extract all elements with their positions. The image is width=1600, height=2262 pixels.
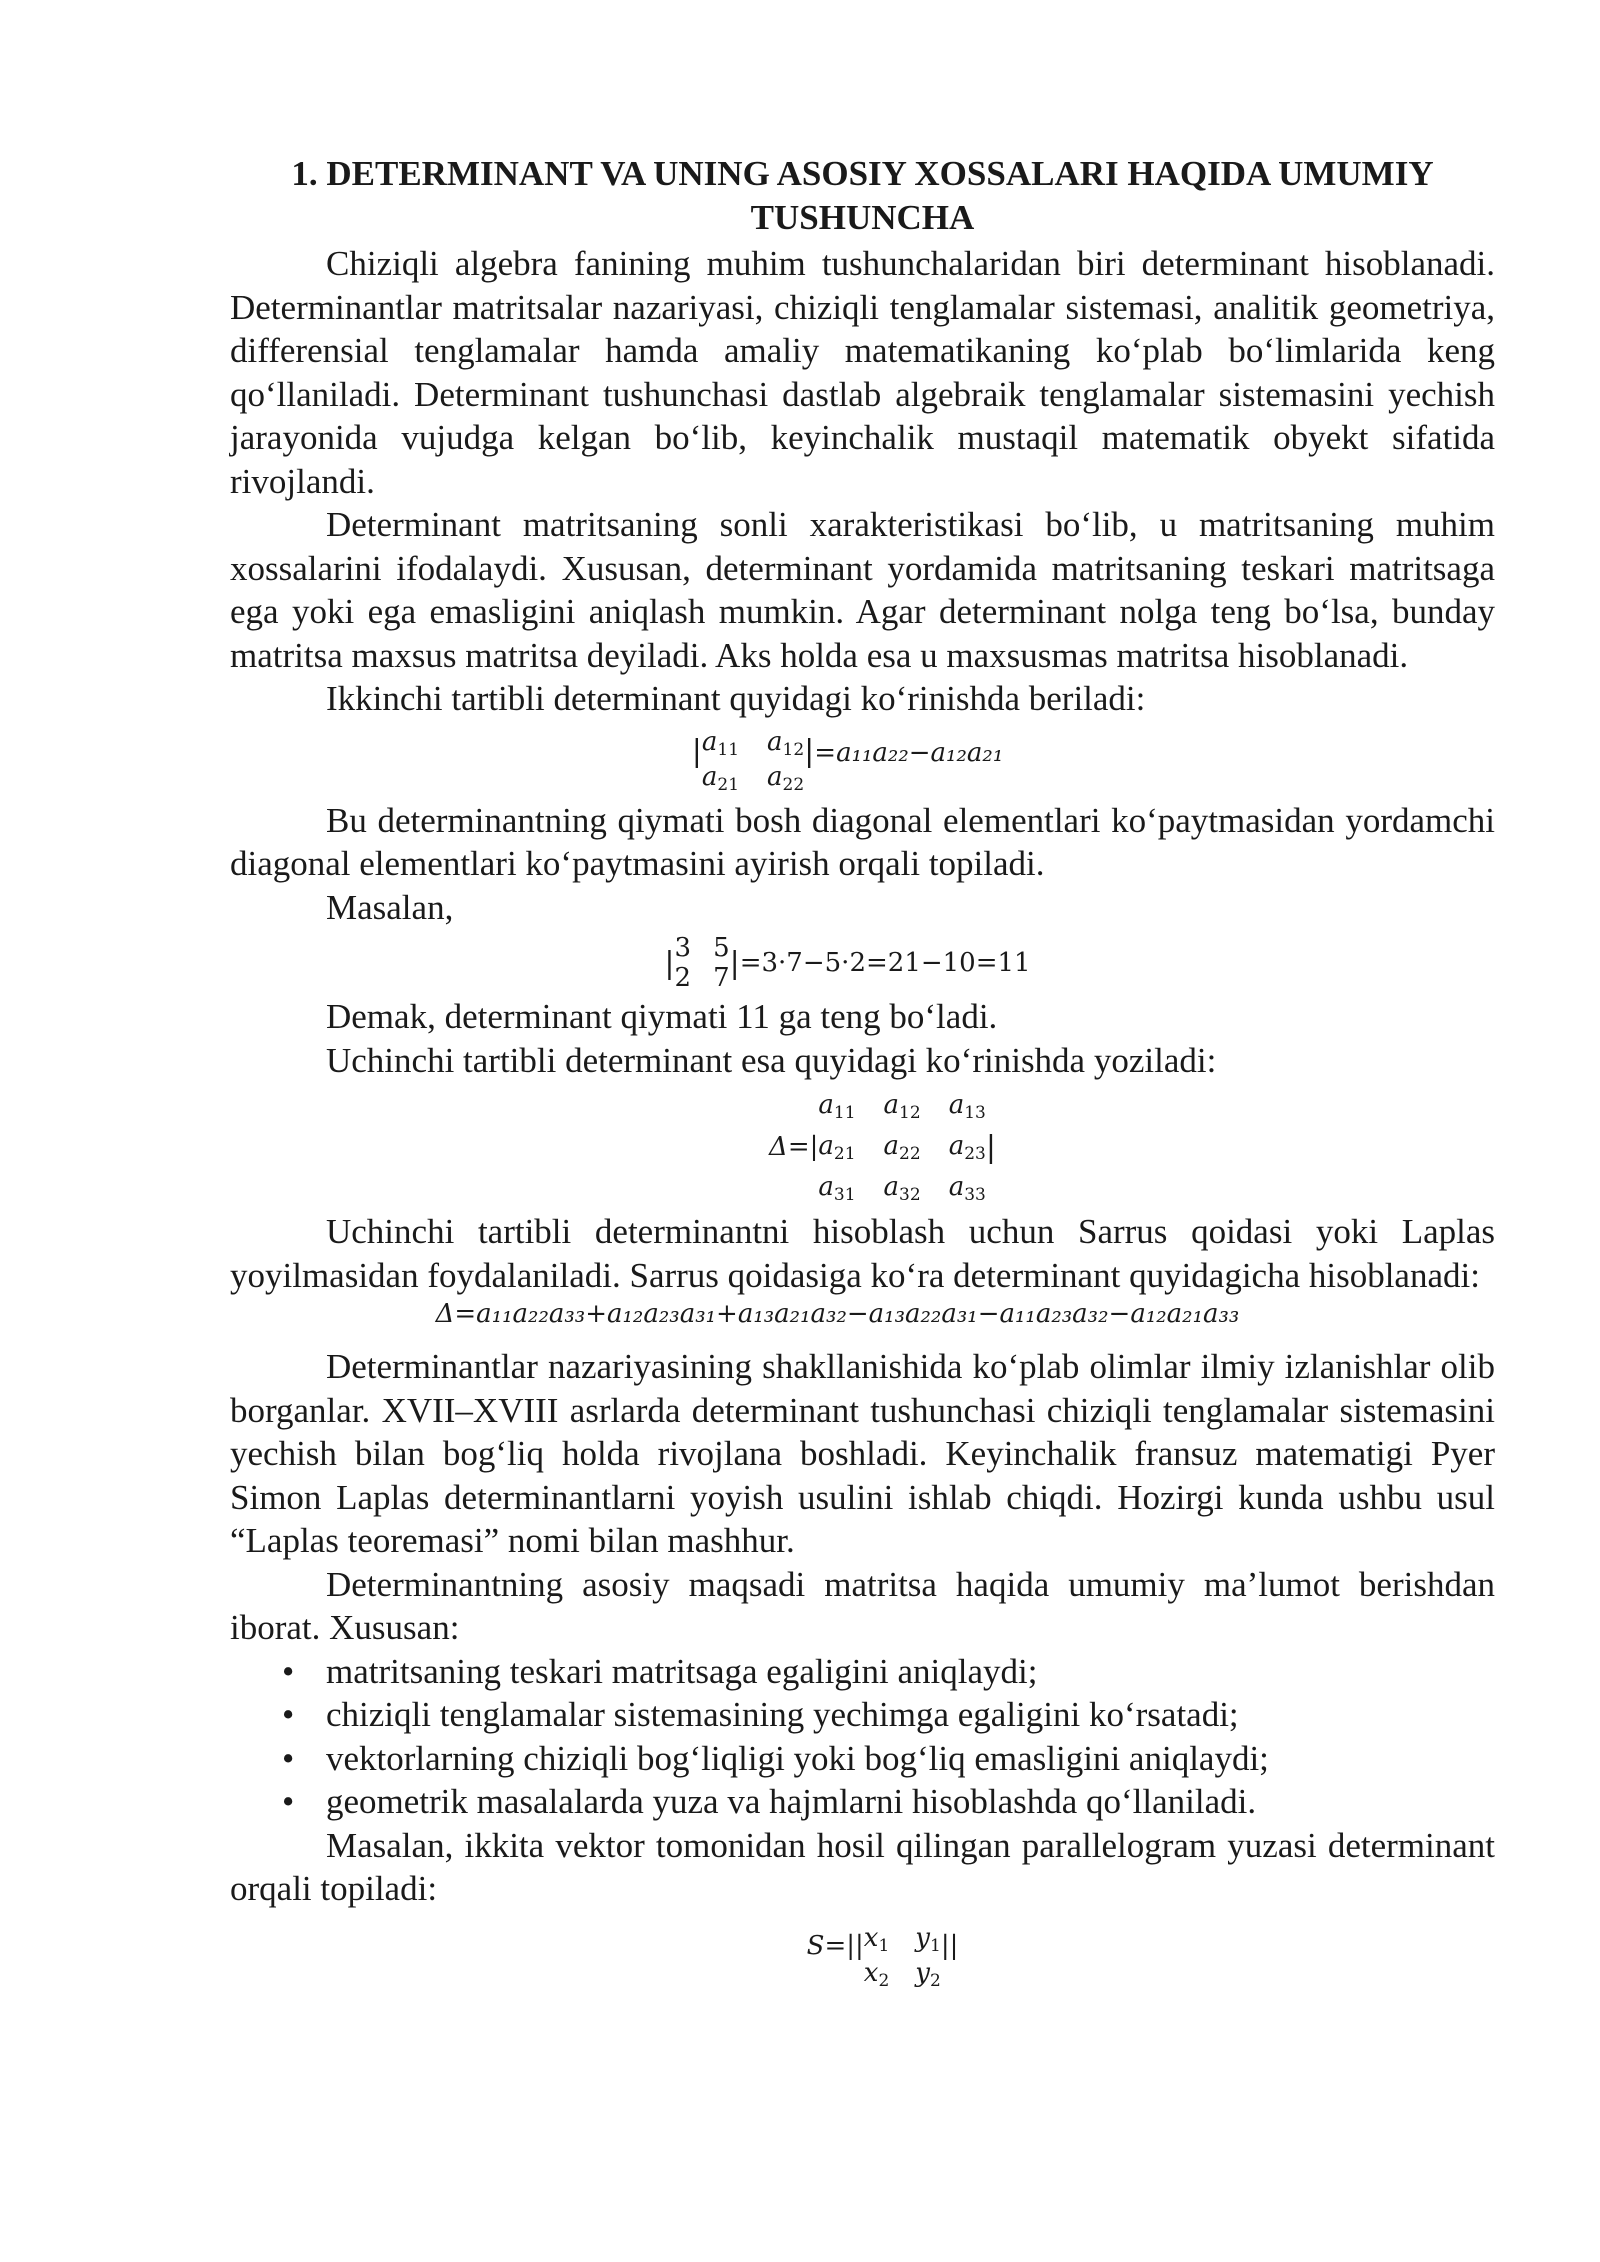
paragraph-definition: Determinant matritsaning sonli xarakteristikasi bo‘lib, u matritsaning muhim xossalarini ifodalaydi. Xususan, determinant yordamida matritsaning teskari matritsaga ega yoki ega emasligini aniqlash mumkin. Agar determinant nolga teng bo‘lsa, bunday matritsa maxsus matritsa deyiladi. Aks holda esa u maxsusmas matritsa hisoblanadi. (230, 505, 1495, 675)
matrix-2x2-symbolic (702, 727, 804, 795)
bullet-icon: • (282, 1695, 295, 1734)
bullet-icon: • (282, 1651, 295, 1691)
det-bar-left: | (664, 945, 675, 981)
matrix-cell: $a_{11}$ (818, 1089, 856, 1123)
matrix-cell: 3 (674, 933, 692, 963)
det-bar-right: | (804, 734, 815, 769)
matrix-3x3-symbolic (818, 1090, 985, 1205)
matrix-cell: $a_{22}$ (767, 761, 805, 795)
matrix-cell: $x_1$ (863, 1922, 890, 1956)
list-item: • vektorlarning chiziqli bog‘liqligi yoki bog‘liq emasligini aniqlaydi; (230, 1737, 1495, 1781)
document-content (230, 152, 1495, 1997)
paragraph-example-label: Masalan, (326, 887, 454, 927)
formula-sarrus-expansion (230, 1299, 1495, 1345)
matrix-cell: 7 (713, 963, 730, 993)
matrix-2x2-vectors (864, 1923, 941, 1991)
formula-parallelogram-area (230, 1917, 1495, 1997)
list-item: • matritsaning teskari matritsaga egaligini aniqlaydi; (230, 1650, 1495, 1694)
matrix-cell: $a_{31}$ (818, 1171, 856, 1205)
formula-third-order (230, 1084, 1495, 1210)
formula-text: Δ=a₁₁a₂₂a₃₃+a₁₂a₂₃a₃₁+a₁₃a₂₁a₃₂−a₁₃a₂₂a₃₁−a₁₁a₂₃a₃₂−a₁₂a₂₁a₃₃ (435, 1299, 1240, 1329)
matrix-cell: $a_{12}$ (883, 1089, 921, 1123)
det-bar-right: | (985, 1129, 996, 1165)
formula-lhs: Δ=| (769, 1132, 819, 1162)
paragraph-third-order: Uchinchi tartibli determinant esa quyidagi ko‘rinishda yoziladi: (326, 1040, 1217, 1080)
paragraph-result: Demak, determinant qiymati 11 ga teng bo‘ladi. (326, 997, 998, 1036)
det-bar-left: | (691, 734, 702, 769)
matrix-cell: $a_{13}$ (948, 1089, 986, 1123)
properties-list (230, 1650, 1495, 1824)
list-item: • geometrik masalalarda yuza va hajmlarni hisoblashda qo‘llaniladi. (230, 1780, 1495, 1824)
matrix-cell: $a_{21}$ (701, 761, 740, 795)
paragraph-sarrus: Uchinchi tartibli determinantni hisoblash uchun Sarrus qoidasi yoki Laplas yoyilmasidan foydalaniladi. Sarrus qoidasiga ko‘ra determinant quyidagicha hisoblanadi: (230, 1212, 1495, 1295)
paragraph-diagonal-rule: Bu determinantning qiymati bosh diagonal elementlari ko‘paytmasidan yordamchi diagonal elementlari ko‘paytmasini ayirish orqali topiladi. (230, 800, 1495, 883)
bullet-icon: • (282, 1738, 295, 1778)
formula-lhs: S=|| (806, 1930, 864, 1961)
det-bar-right: || (940, 1930, 959, 1961)
matrix-2x2-numeric (675, 933, 730, 993)
paragraph-parallelogram: Masalan, ikkita vektor tomonidan hosil qilingan parallelogram yuzasi determinant orqali topiladi: (230, 1825, 1495, 1908)
matrix-cell: $a_{23}$ (948, 1130, 986, 1164)
formula-second-order (230, 723, 1495, 799)
det-bar-right: | (729, 945, 740, 981)
matrix-cell: $a_{33}$ (948, 1171, 986, 1205)
formula-rhs: =a₁₁a₂₂−a₁₂a₂₁ (814, 737, 1004, 768)
matrix-cell: 5 (713, 933, 730, 963)
matrix-cell: 2 (674, 963, 692, 993)
matrix-cell: $a_{32}$ (883, 1171, 921, 1205)
matrix-cell: $y_2$ (915, 1957, 941, 1991)
title-line-1: 1. DETERMINANT VA UNING ASOSIY XOSSALARI HAQIDA UMUMIY (291, 154, 1434, 193)
bullet-icon: • (282, 1782, 295, 1821)
paragraph-history: Determinantlar nazariyasining shakllanishida ko‘plab olimlar ilmiy izlanishlar olib borganlar. XVII–XVIII asrlarda determinant tushunchasi chiziqli tenglamalar sistemasini yechish bilan bog‘liq holda rivojlana boshladi. Keyinchalik fransuz matematigi Pyer Simon Laplas determinantlarni yoyish usulini ishlab chiqdi. Hozirgi kunda ushbu usul “Laplas teoremasi” nomi bilan mashhur. (230, 1347, 1495, 1560)
formula-rhs: =3·7−5·2=21−10=11 (739, 948, 1031, 978)
formula-numeric-example (230, 931, 1495, 995)
page-title (230, 152, 1495, 240)
list-item: • chiziqli tenglamalar sistemasining yechimga egaligini ko‘rsatadi; (230, 1693, 1495, 1737)
matrix-cell: $a_{12}$ (767, 726, 805, 760)
paragraph-second-order: Ikkinchi tartibli determinant quyidagi ko‘rinishda beriladi: (326, 679, 1146, 718)
matrix-cell: $a_{11}$ (701, 726, 740, 760)
paragraph-purpose: Determinantning asosiy maqsadi matritsa haqida umumiy ma’lumot berishdan iborat. Xususan: (230, 1564, 1495, 1647)
matrix-cell: $x_2$ (863, 1957, 890, 1991)
paragraph-intro: Chiziqli algebra fanining muhim tushunchalaridan biri determinant hisoblanadi. Determinantlar matritsalar nazariyasi, chiziqli tenglamalar sistemasi, analitik geometriya, differensial tenglamalar hamda amaliy matematikaning ko‘plab bo‘limlarida keng qo‘llaniladi. Determinant tushunchasi dastlab algebraik tenglamalar sistemasini yechish jarayonida vujudga kelgan bo‘lib, keyinchalik mustaqil matematik obyekt sifatida rivojlandi. (230, 244, 1495, 501)
matrix-cell: $y_1$ (915, 1922, 941, 1956)
title-line-2: TUSHUNCHA (750, 198, 975, 237)
matrix-cell: $a_{21}$ (818, 1130, 856, 1164)
matrix-cell: $a_{22}$ (883, 1130, 921, 1164)
